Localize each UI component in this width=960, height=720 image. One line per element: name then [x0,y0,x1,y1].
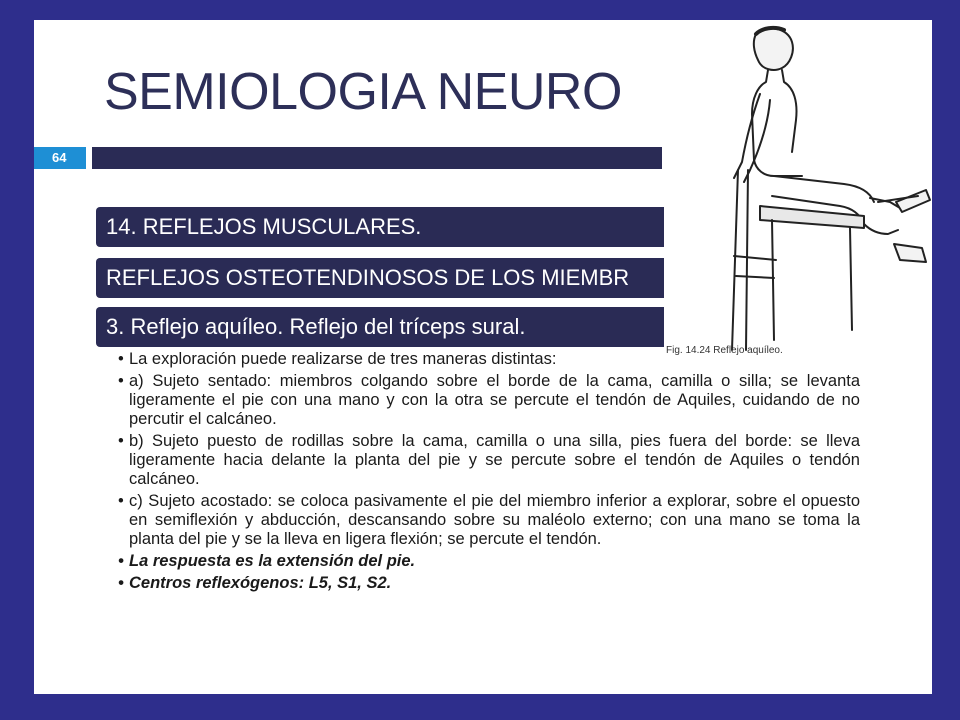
list-item: • b) Sujeto puesto de rodillas sobre la cama, camilla o una silla, pies fuera del borde: se lleva ligeramente hacia delante la planta del pie y se percute sobre el tendón de Aquiles o tendón calcáneo. [118,432,860,489]
list-item: • La exploración puede realizarse de tres maneras distintas: [118,350,860,369]
figure-caption: Fig. 14.24 Reflejo aquíleo. [666,345,783,356]
page-number-badge: 64 [34,147,86,169]
bullet-list [118,350,860,596]
reflex-illustration [664,20,932,365]
list-item: • Centros reflexógenos: L5, S1, S2. [118,574,860,593]
list-item: • La respuesta es la extensión del pie. [118,552,860,571]
list-item: • a) Sujeto sentado: miembros colgando sobre el borde de la cama, camilla o silla; se levanta ligeramente el pie con una mano y con la otra se percute el tendón de Aquiles, cuidando de no percutir el calcáneo. [118,372,860,429]
kneeling-patient-drawing [664,20,932,365]
slide-title: SEMIOLOGIA NEURO [104,63,622,121]
slide [34,20,932,694]
heading-reflejo-aquileo: 3. Reflejo aquíleo. Reflejo del tríceps sural. [96,307,666,347]
heading-reflejos-musculares: 14. REFLEJOS MUSCULARES. [96,207,666,247]
list-item: • c) Sujeto acostado: se coloca pasivamente el pie del miembro inferior a explorar, sobre el opuesto en semiflexión y abducción, descansando sobre su maléolo externo; con una mano se toma la planta del pie y se la lleva en ligera flexión; se percute el tendón. [118,492,860,549]
heading-reflejos-osteotendinosos: REFLEJOS OSTEOTENDINOSOS DE LOS MIEMBR [96,258,666,298]
header-rule [92,147,662,169]
